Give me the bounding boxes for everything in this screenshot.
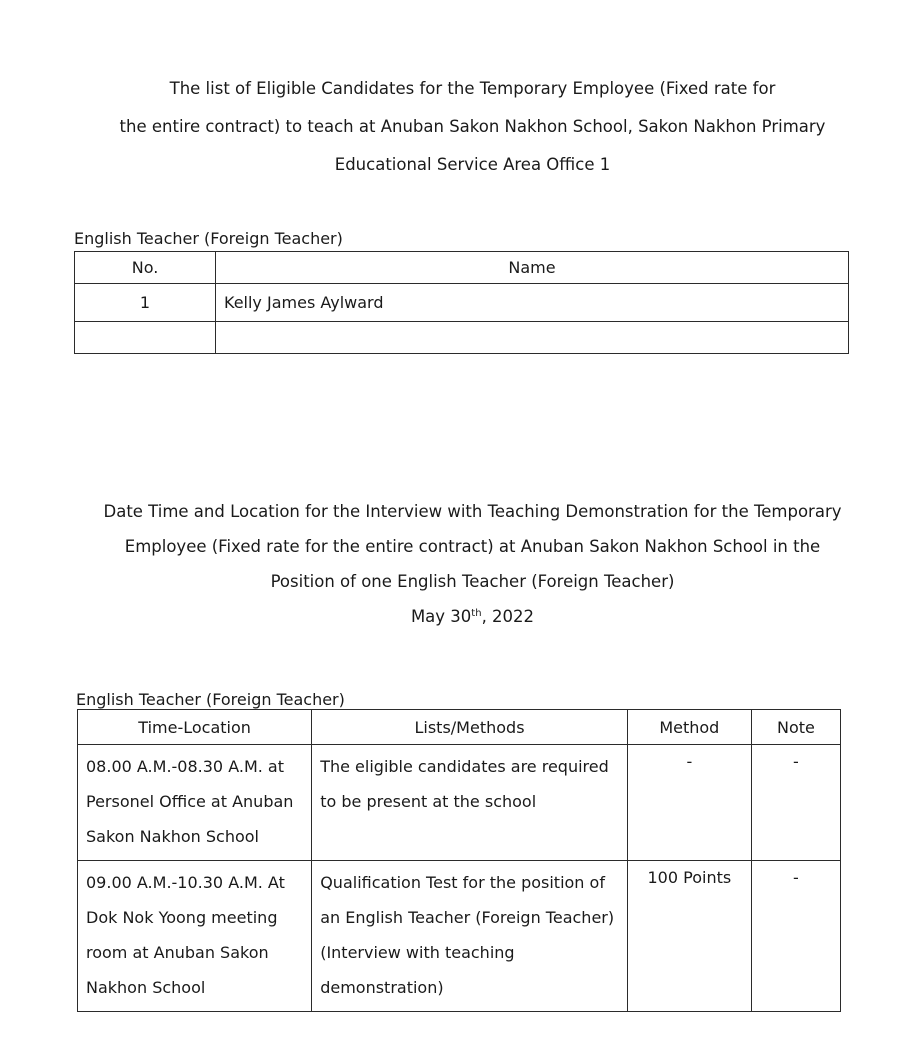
candidate-name: Kelly James Aylward (216, 284, 849, 322)
column-header-name: Name (216, 252, 849, 284)
empty-cell (75, 322, 216, 354)
candidates-table (74, 251, 849, 354)
cell-line: (Interview with teaching (320, 943, 515, 962)
note-cell: - (751, 861, 840, 1012)
column-header-lists-methods: Lists/Methods (312, 710, 628, 745)
cell-line: Nakhon School (86, 978, 206, 997)
title-line: The list of Eligible Candidates for the Temporary Employee (Fixed rate for (169, 79, 776, 98)
column-header-time-location: Time-Location (78, 710, 312, 745)
empty-cell (216, 322, 849, 354)
title-line: Employee (Fixed rate for the entire contract) at Anuban Sakon Nakhon School in the (124, 537, 821, 556)
interview-title (60, 494, 885, 634)
cell-line: demonstration) (320, 978, 444, 997)
date-prefix: May 30 (410, 607, 472, 626)
lists-methods-cell (312, 745, 628, 861)
candidates-section-label: English Teacher (Foreign Teacher) (74, 229, 343, 248)
cell-line: Personel Office at Anuban (86, 792, 294, 811)
note-cell: - (751, 745, 840, 861)
candidate-no: 1 (75, 284, 216, 322)
table-header-row (78, 710, 841, 745)
cell-line: Qualification Test for the position of (320, 873, 605, 892)
method-cell: 100 Points (627, 861, 751, 1012)
title-line: Date Time and Location for the Interview with Teaching Demonstration for the Temporary (103, 502, 842, 521)
title-line: Position of one English Teacher (Foreign Teacher) (270, 572, 675, 591)
title-line: the entire contract) to teach at Anuban Sakon Nakhon School, Sakon Nakhon Primary (119, 117, 826, 136)
table-row (78, 861, 841, 1012)
table-row (75, 284, 849, 322)
document-title (90, 70, 855, 184)
date-ordinal: th (471, 608, 482, 619)
cell-line: 09.00 A.M.-10.30 A.M. At (86, 873, 285, 892)
column-header-method: Method (627, 710, 751, 745)
cell-line: to be present at the school (320, 792, 537, 811)
lists-methods-cell (312, 861, 628, 1012)
interview-date (60, 599, 885, 634)
date-year: , 2022 (481, 607, 535, 626)
cell-line: room at Anuban Sakon (86, 943, 269, 962)
schedule-table (77, 709, 841, 1012)
table-row-empty (75, 322, 849, 354)
interview-section-label: English Teacher (Foreign Teacher) (76, 690, 345, 709)
title-line: Educational Service Area Office 1 (334, 155, 611, 174)
method-cell: - (627, 745, 751, 861)
cell-line: The eligible candidates are required (320, 757, 609, 776)
cell-line: Sakon Nakhon School (86, 827, 259, 846)
cell-line: an English Teacher (Foreign Teacher) (320, 908, 615, 927)
table-row (78, 745, 841, 861)
table-header-row (75, 252, 849, 284)
cell-line: Dok Nok Yoong meeting (86, 908, 278, 927)
column-header-no: No. (75, 252, 216, 284)
time-location-cell (78, 861, 312, 1012)
cell-line: 08.00 A.M.-08.30 A.M. at (86, 757, 284, 776)
column-header-note: Note (751, 710, 840, 745)
time-location-cell (78, 745, 312, 861)
